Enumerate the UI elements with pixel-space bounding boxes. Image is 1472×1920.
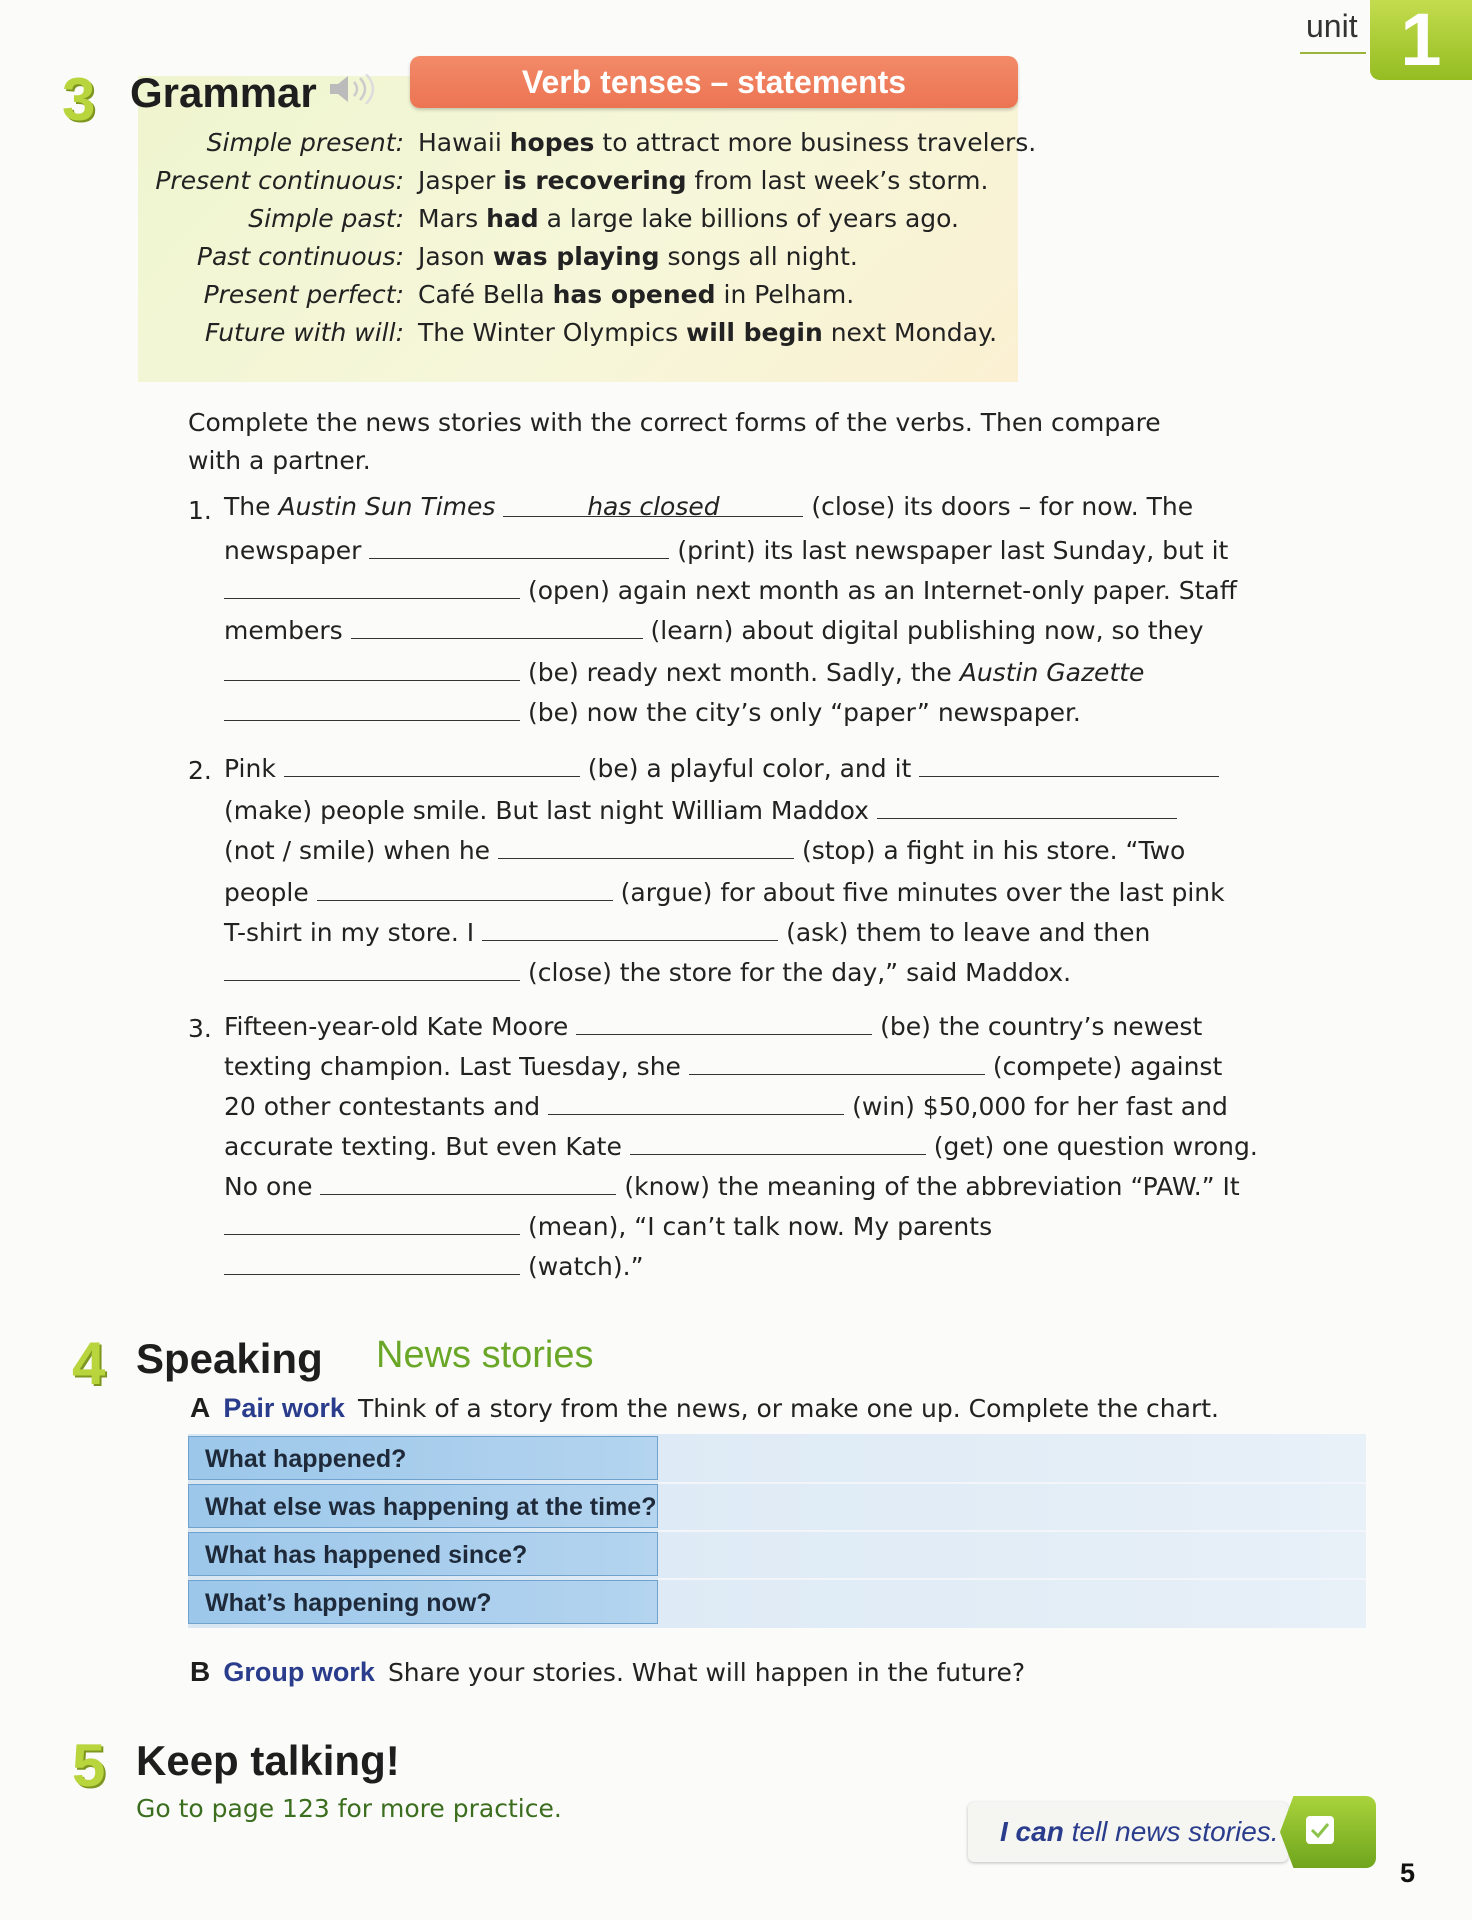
tense-label: Present perfect: [203,280,404,309]
chart-row-label: What else was happening at the time? [188,1484,658,1528]
pair-work-label: Pair work [223,1393,345,1423]
story-line: (be) now the city’s only “paper” newspaper. [224,698,1081,725]
section-number-3: 3 [62,66,96,133]
grammar-row [150,280,1010,318]
answer-blank[interactable] [224,576,520,599]
story-line: Pink (be) a playful color, and it [224,754,1219,781]
instructions: Complete the news stories with the correct forms of the verbs. Then compare [188,408,1161,437]
chart-divider [658,1578,1366,1580]
answer-blank[interactable] [689,1052,985,1075]
keep-talking-title: Keep talking! [136,1737,400,1784]
story-line: (watch).” [224,1252,644,1279]
section-number-4: 4 [72,1330,106,1397]
answer-blank[interactable] [224,658,520,681]
unit-divider [1300,52,1366,54]
story-number: 2. [188,756,212,785]
page-number: 5 [1400,1858,1416,1888]
answer-blank[interactable] [351,616,643,639]
grammar-row [150,318,1010,356]
part-a [190,1392,1219,1424]
story-line: (make) people smile. But last night William Maddox [224,796,1177,823]
grammar-row [150,204,1010,242]
part-letter: B [190,1656,211,1687]
part-letter: A [190,1392,211,1423]
answer-blank[interactable] [548,1092,844,1115]
answer-blank[interactable] [224,698,520,721]
story-line: (mean), “I can’t talk now. My parents [224,1212,992,1239]
grammar-title: Grammar [130,69,317,116]
story-line: 20 other contestants and (win) $50,000 for her fast and [224,1092,1228,1121]
tense-example: Jason was playing songs all night. [418,242,858,271]
tense-example: Mars had a large lake billions of years ago. [418,204,959,233]
story-line: Fifteen-year-old Kate Moore (be) the country’s newest [224,1012,1203,1041]
story-line: The Austin Sun Times has closed (close) its doors – for now. The [224,492,1194,521]
story-line: texting champion. Last Tuesday, she (compete) against [224,1052,1223,1081]
answer-blank[interactable] [877,796,1177,819]
chart-row-label: What happened? [188,1436,658,1480]
chart-row-label: What’s happening now? [188,1580,658,1624]
story-line: accurate texting. But even Kate (get) one question wrong. [224,1132,1258,1161]
part-a-instructions: Think of a story from the news, or make one up. Complete the chart. [357,1394,1219,1423]
keep-talking-link[interactable]: Go to page 123 for more practice. [136,1794,562,1823]
chart-row-label: What has happened since? [188,1532,658,1576]
answer-blank[interactable]: has closed [503,494,803,517]
story-line: people (argue) for about five minutes over the last pink [224,878,1225,907]
tense-label: Present continuous: [155,166,404,195]
checkbox-icon[interactable] [1306,1816,1334,1844]
answer-blank[interactable] [284,754,580,777]
instructions: with a partner. [188,446,371,475]
grammar-row [150,128,1037,166]
tense-label: Simple past: [248,204,404,233]
part-b-instructions: Share your stories. What will happen in the future? [387,1658,1026,1687]
story-line: (open) again next month as an Internet-only paper. Staff [224,576,1237,603]
answer-blank[interactable] [224,1212,520,1235]
i-can-statement: I can tell news stories. [968,1802,1288,1862]
story-line: T-shirt in my store. I (ask) them to leave and then [224,918,1151,947]
story-line: members (learn) about digital publishing now, so they [224,616,1204,645]
tense-label: Future with will: [204,318,404,347]
tense-example: Hawaii hopes to attract more business travelers. [418,128,1037,157]
answer-blank[interactable] [630,1132,926,1155]
tense-example: Jasper is recovering from last week’s storm. [418,166,989,195]
speaking-title: Speaking [136,1335,323,1382]
tense-label: Past continuous: [196,242,404,271]
answer-blank[interactable] [317,878,613,901]
answer-blank[interactable] [320,1172,616,1195]
news-chart [188,1434,1366,1628]
story-line: (close) the store for the day,” said Maddox. [224,958,1071,985]
grammar-row [150,242,1010,280]
chart-divider [658,1530,1366,1532]
answer-blank[interactable] [919,754,1219,777]
answer-blank[interactable] [498,836,794,859]
story-line: newspaper (print) its last newspaper last Sunday, but it [224,536,1229,565]
answer-blank[interactable] [482,918,778,941]
tense-example: Café Bella has opened in Pelham. [418,280,855,309]
answer-blank[interactable] [576,1012,872,1035]
answer-blank[interactable] [224,1252,520,1275]
section-number-5: 5 [72,1732,106,1799]
grammar-row [150,166,1010,204]
story-line: (not / smile) when he (stop) a fight in his store. “Two [224,836,1186,865]
speaker-icon[interactable] [330,74,396,104]
answer-blank[interactable] [369,536,669,559]
group-work-label: Group work [223,1657,375,1687]
story-line: No one (know) the meaning of the abbreviation “PAW.” It [224,1172,1240,1201]
chart-divider [658,1482,1366,1484]
story-line: (be) ready next month. Sadly, the Austin Gazette [224,658,1144,685]
story-number: 3. [188,1014,212,1043]
unit-number-tab: 1 [1370,0,1472,80]
speaking-subtitle: News stories [376,1334,594,1376]
tense-label: Simple present: [206,128,404,157]
grammar-banner: Verb tenses – statements [410,56,1018,108]
answer-blank[interactable] [224,958,520,981]
tense-example: The Winter Olympics will begin next Monday. [418,318,998,347]
unit-label: unit [1306,8,1358,44]
story-number: 1. [188,496,212,525]
part-b [190,1656,1025,1688]
